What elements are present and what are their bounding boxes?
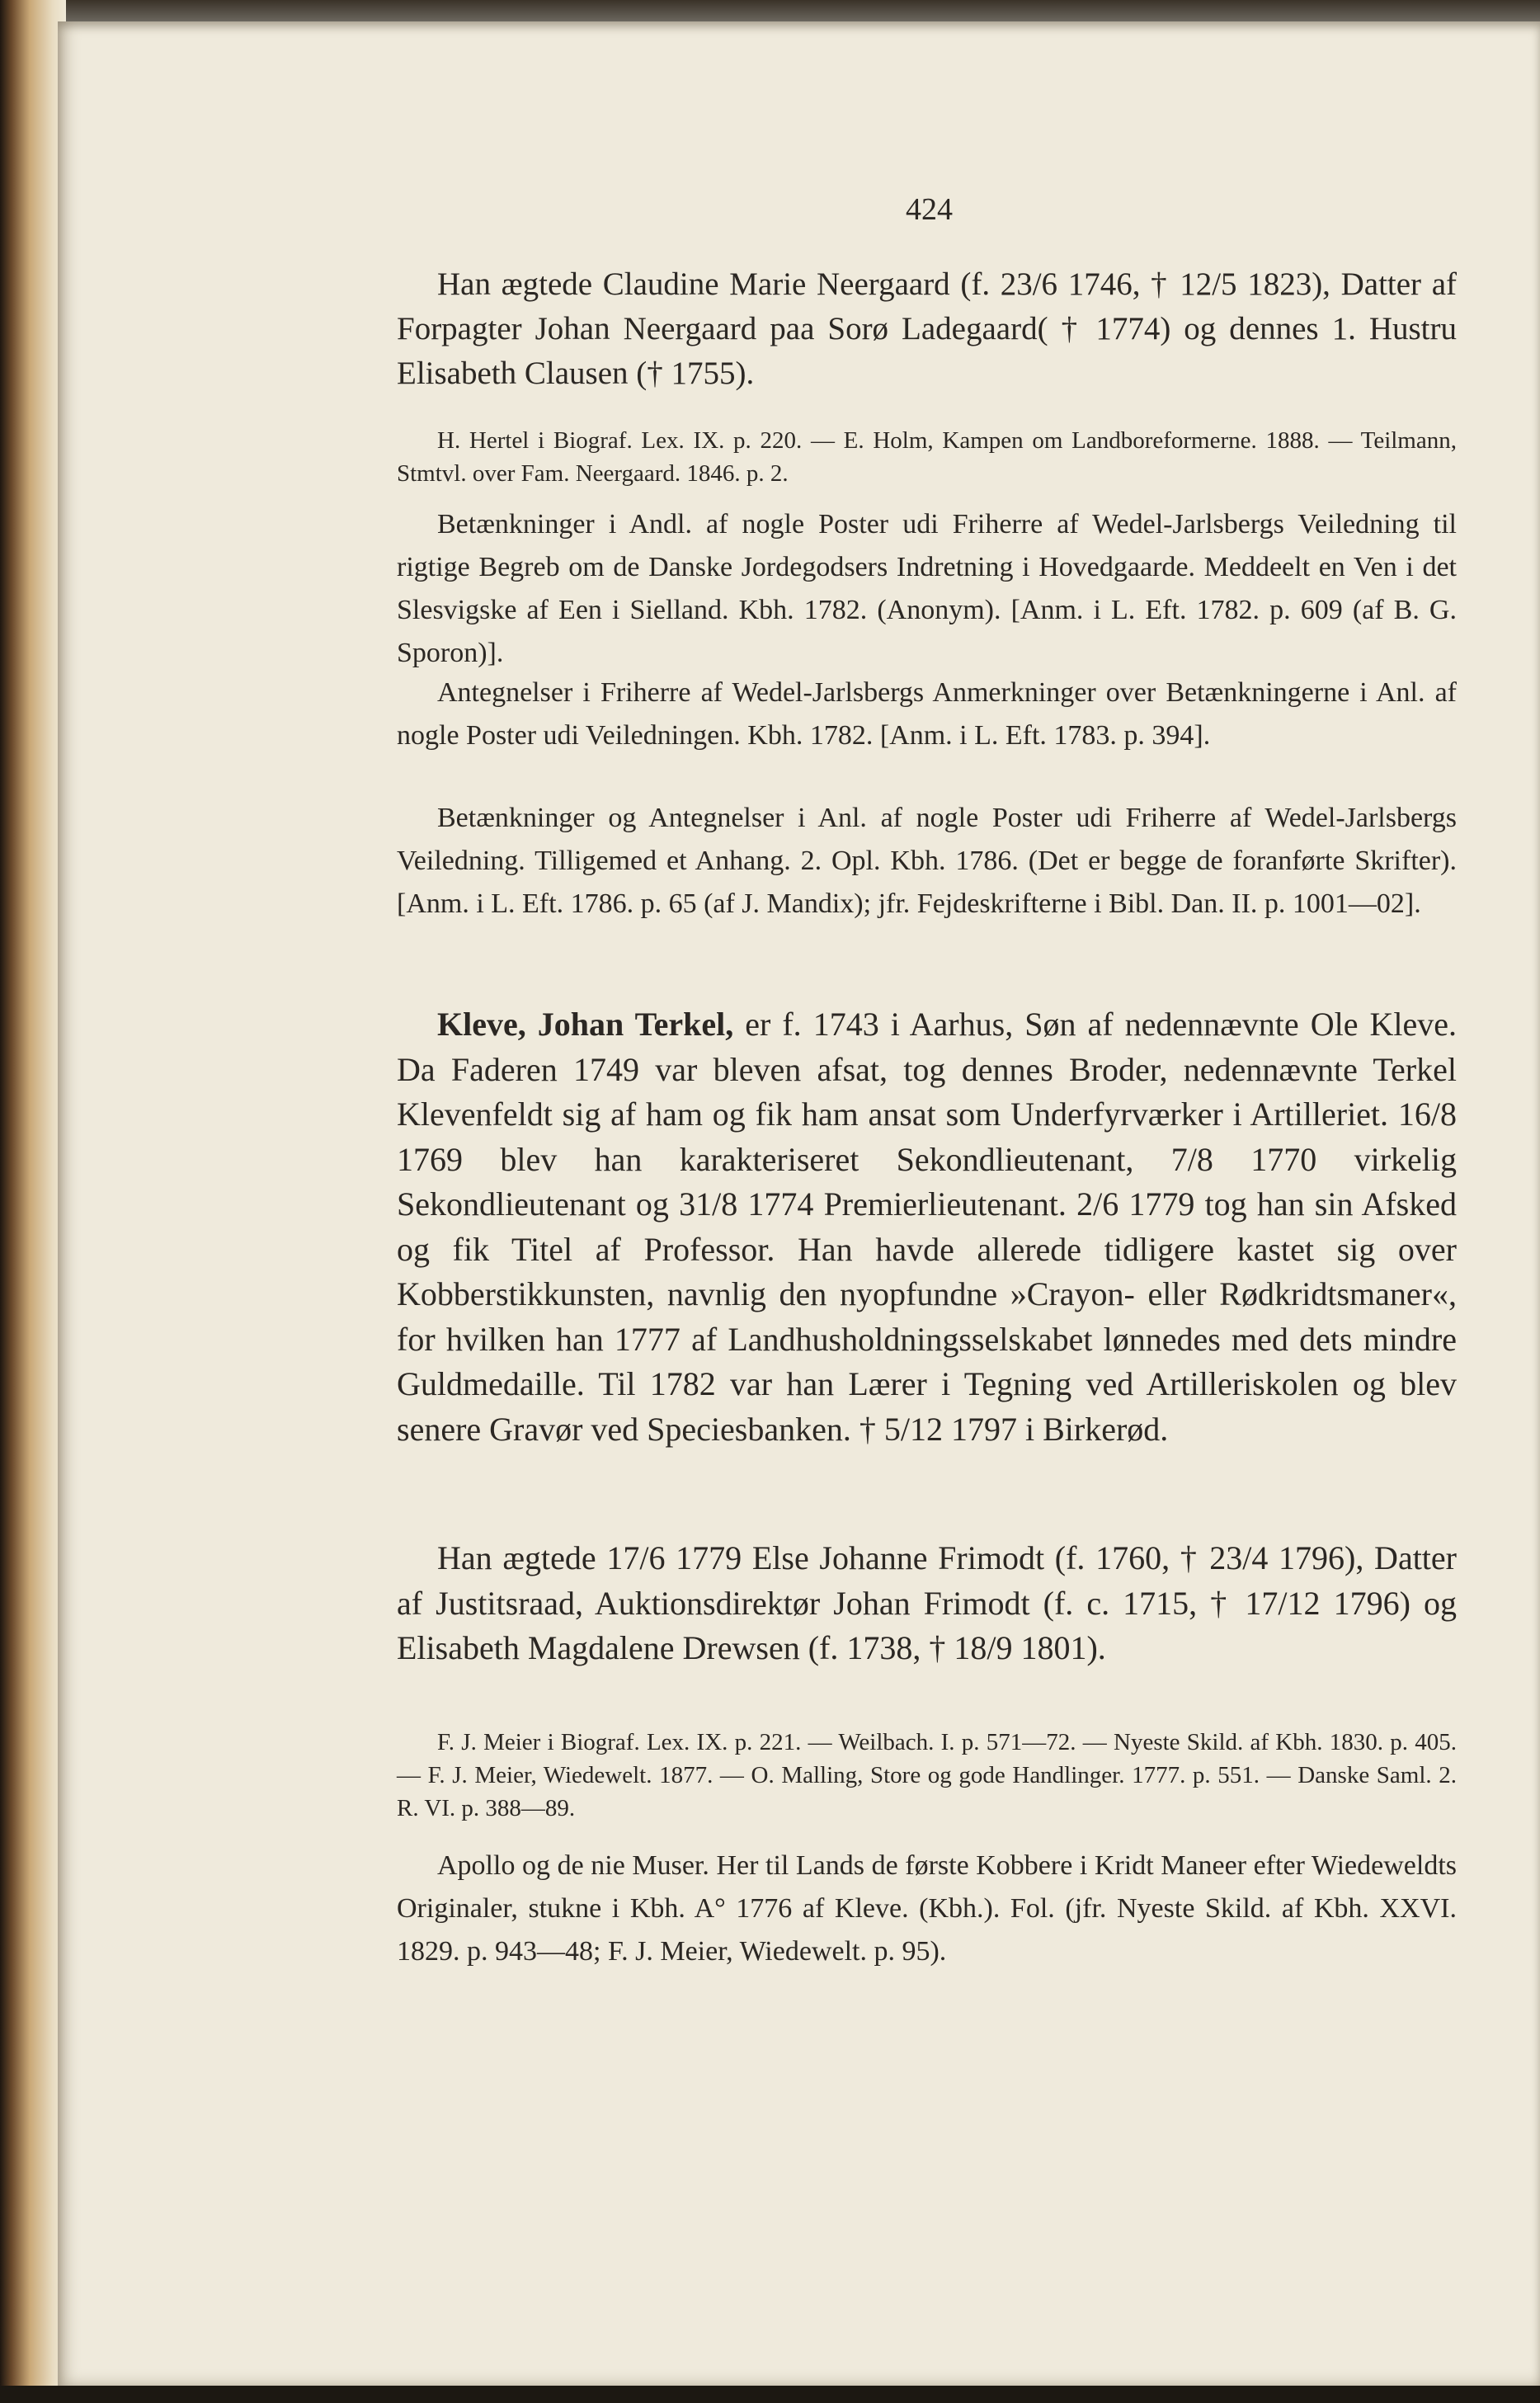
work-entry-4: Apollo og de nie Muser. Her til Lands de første Kobbere i Kridt Maneer efter Wiedeweldts Originaler, stukne i Kbh. A° 1776 af Kleve. (Kbh.). Fol. (jfr. Nyeste Skild. af Kbh. XXVI. 1829. p. 943—48; F. J. Meier, Wiedewelt. p. 95). (397, 1850, 1457, 1967)
marriage-paragraph-1: Han ægtede Claudine Marie Neergaard (f. 23/6 1746, † 12/5 1823), Datter af Forpagter Johan Neergaard paa Sorø Ladegaard( † 1774) og dennes 1. Hustru Elisabeth Clausen († 1755). (397, 266, 1457, 391)
book-spine (0, 0, 66, 2403)
scan-border-top (0, 0, 1540, 23)
entry-headword: Kleve, Johan Terkel, (437, 1006, 734, 1043)
marriage-paragraph-2: Han ægtede 17/6 1779 Else Johanne Frimodt (f. 1760, † 23/4 1796), Datter af Justitsraad, Auktionsdirektør Johan Frimodt (f. c. 1715, † 17/12 1796) og Elisabeth Magdalene Drewsen (f. 1738, † 18/9 1801). (397, 1539, 1457, 1666)
page-number: 424 (906, 192, 953, 227)
work-entry-2: Antegnelser i Friherre af Wedel-Jarlsbergs Anmerkninger over Betænkningerne i Anl. af nogle Poster udi Veiledningen. Kbh. 1782. [Anm. i L. Eft. 1783. p. 394]. (397, 677, 1457, 751)
biography-entry (397, 1002, 1457, 1452)
scan-border-bottom (0, 2386, 1540, 2403)
reference-block-2: F. J. Meier i Biograf. Lex. IX. p. 221. — Weilbach. I. p. 571—72. — Nyeste Skild. af Kbh. 1830. p. 405. — F. J. Meier, Wiedewelt. 1877. — O. Malling, Store og gode Handlinger. 1777. p. 551. — Danske Saml. 2. R. VI. p. 388—89. (397, 1729, 1457, 1821)
work-entry-3: Betænkninger og Antegnelser i Anl. af nogle Poster udi Friherre af Wedel-Jarlsbergs Veiledning. Tilligemed et Anhang. 2. Opl. Kbh. 1786. (Det er begge de foranførte Skrifter). [Anm. i L. Eft. 1786. p. 65 (af J. Mandix); jfr. Fejdeskrifterne i Bibl. Dan. II. p. 1001—02]. (397, 803, 1457, 919)
entry-body: er f. 1743 i Aarhus, Søn af nedennævnte Ole Kleve. Da Faderen 1749 var bleven afsat, tog dennes Broder, nedennævnte Terkel Klevenfeldt sig af ham og fik ham ansat som Underfyrværker i Artilleriet. 16/8 1769 blev han karakteriseret Sekondlieutenant, 7/8 1770 virkelig Sekondlieutenant og 31/8 1774 Premierlieutenant. 2/6 1779 tog han sin Afsked og fik Titel af Professor. Han havde allerede tidligere kastet sig over Kobberstikkunsten, navnlig den nyopfundne »Crayon- eller Rødkridtsmaner«, for hvilken han 1777 af Landhusholdningsselskabet lønnedes med dets mindre Guldmedaille. Til 1782 var han Lærer i Tegning ved Artilleriskolen og blev senere Gravør ved Speciesbanken. † 5/12 1797 i Birkerød. (397, 1006, 1457, 1448)
work-entry-1: Betænkninger i Andl. af nogle Poster udi Friherre af Wedel-Jarlsbergs Veiledning til rigtige Begreb om de Danske Jordegodsers Indretning i Hovedgaarde. Meddeelt en Ven i det Slesvigske af Een i Sielland. Kbh. 1782. (Anonym). [Anm. i L. Eft. 1782. p. 609 (af B. G. Sporon)]. (397, 509, 1457, 668)
reference-block-1: H. Hertel i Biograf. Lex. IX. p. 220. — E. Holm, Kampen om Landboreformerne. 1888. — Teilmann, Stmtvl. over Fam. Neergaard. 1846. p. 2. (397, 427, 1457, 487)
